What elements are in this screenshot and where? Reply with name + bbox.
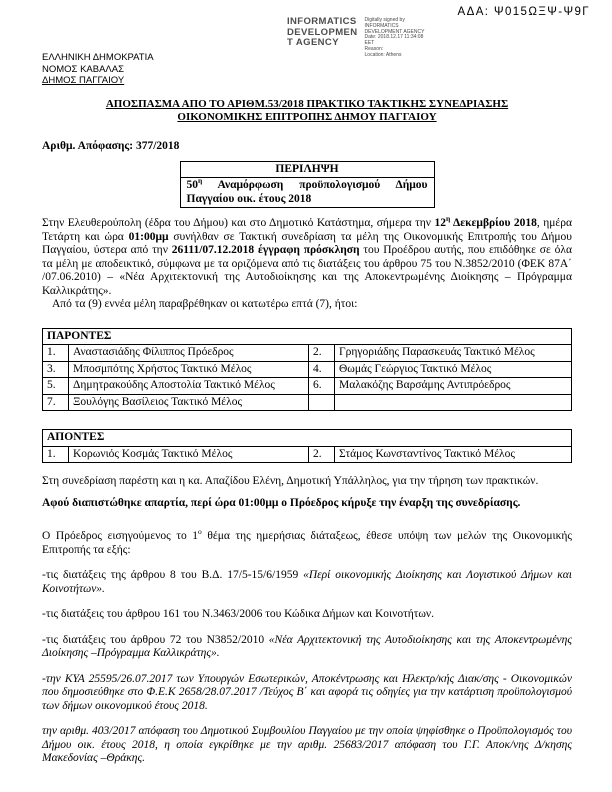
summary-box: [180, 161, 435, 209]
letterhead-municipality: ΔΗΜΟΣ ΠΑΓΓΑΙΟΥ: [42, 75, 125, 86]
law-reference-3: -τις διατάξεις του άρθρου 72 του Ν3852/2010 «Νέα Αρχιτεκτονική της Αυτοδιοίκησης και της Αποκεντρωμένης Διοίκησης –Πρόγραμμα Καλλικράτης».: [42, 633, 572, 659]
signature-detail-line: Digitally signed by: [364, 17, 405, 23]
member-name: Κορωνιός Κοσμάς Τακτικό Μέλος: [69, 446, 309, 463]
kya-reference: -την ΚΥΑ 25595/26.07.2017 των Υπουργών Εσωτερικών, Αποκέντρωσης και Ηλεκτρ/κής Διακ/σης - Οικονομικών που δημοσιεύθηκε στο Φ.Ε.Κ 2658/28.07.2017 /Τεύχος Β΄ και αφορά τις οδηγίες για την κατάρτιση προϋπολογισμού των δήμων οικονομικού έτους 2018.: [42, 672, 572, 712]
member-name: Θωμάς Γεώργιος Τακτικό Μέλος: [335, 361, 572, 378]
ada-code: ΑΔΑ: Ψ015ΩΞΨ-Ψ9Γ: [457, 6, 590, 18]
law-reference-1: -τις διατάξεις της άρθρου 8 του Β.Δ. 17/5-15/6/1959 «Περί οικονομικής Διοίκησης και Λογιστικού Δήμων και Κοινοτήτων».: [42, 569, 572, 595]
signature-agency-line: T AGENCY: [287, 37, 339, 48]
signature-detail-line: INFORMATICS: [364, 22, 399, 29]
document-title-line1: ΑΠΟΣΠΑΣΜΑ ΑΠΟ ΤΟ ΑΡΙΘΜ.53/2018 ΠΡΑΚΤΙΚΟ ΤΑΚΤΙΚΗΣ ΣΥΝΕΔΡΙΑΣΗΣ: [105, 98, 509, 110]
member-number: 7.: [43, 394, 69, 411]
signature-agency-text: [287, 17, 358, 59]
table-row: [43, 394, 572, 411]
secretary-paragraph: Στη συνεδρίαση παρέστη και η κα. Απαζίδου Ελένη, Δημοτική Υπάλληλος, για την τήρηση των πρακτικών.: [42, 475, 539, 487]
member-name: Μποσμπότης Χρήστος Τακτικό Μέλος: [69, 361, 309, 378]
document-title-line2: ΟΙΚΟΝΟΜΙΚΗΣ ΕΠΙΤΡΟΠΗΣ ΔΗΜΟΥ ΠΑΓΓΑΙΟΥ: [177, 111, 437, 123]
present-table: [42, 328, 572, 412]
member-number: 2.: [309, 446, 335, 463]
member-number: 4.: [309, 361, 335, 378]
signature-detail-line: Date: 2018.12.17 11:34:08: [364, 34, 424, 41]
digital-signature-stamp: [287, 17, 424, 59]
summary-text-row: [180, 178, 434, 208]
table-row: [43, 378, 572, 395]
signature-agency-line: INFORMATICS: [287, 16, 357, 27]
member-number: 1.: [43, 345, 69, 362]
absent-title: ΑΠΟΝΤΕΣ: [43, 430, 572, 447]
member-name: Γρηγοριάδης Παρασκευάς Τακτικό Μέλος: [335, 345, 572, 362]
signature-agency-line: DEVELOPMEN: [287, 26, 358, 38]
budget-decision-paragraph: την αριθμ. 403/2017 απόφαση του Δημοτικού Συμβουλίου Παγγαίου με την οποία ψηφίσθηκε ο Προϋπολογισμός του Δήμου οικ. έτους 2018, η οποία εγκρίθηκε με την αριθμ. 25683/2017 απόφαση του Γ.Γ. Αποκ/νης Δ/κησης Μακεδονίας –Θράκης.: [42, 725, 572, 764]
agenda-intro-paragraph: Ο Πρόεδρος εισηγούμενος το $1^o$ θέμα της ημερήσιας διάταξεως, έθεσε υπόψη των μελών της Οικονομικής Επιτροπής τα εξής:: [42, 527, 572, 556]
present-title-row: [43, 328, 572, 345]
summary-text: $50^\eta$ Αναμόρφωση προϋπολογισμού Δήμου Παγγαίου οικ. έτους 2018: [180, 178, 434, 208]
member-number: 2.: [309, 345, 335, 362]
member-number: 1.: [43, 446, 69, 463]
document-body: [42, 98, 572, 766]
member-number: 6.: [309, 378, 335, 395]
absent-title-row: [43, 430, 572, 447]
letterhead-republic: ΕΛΛΗΝΙΚΗ ΔΗΜΟΚΡΑΤΙΑ: [42, 52, 154, 63]
member-name: Δημητρακούδης Αποστολία Τακτικό Μέλος: [69, 378, 309, 395]
summary-heading: ΠΕΡΙΛΗΨΗ: [180, 161, 434, 178]
member-name: [335, 394, 572, 411]
absent-table: [42, 429, 572, 463]
member-name: Στάμος Κωνσταντίνος Τακτικό Μέλος: [335, 446, 572, 463]
document-title: [42, 98, 572, 124]
law-reference-2: -τις διατάξεις του άρθρου 161 του Ν.3463/2006 του Κώδικα Δήμων και Κοινοτήτων.: [42, 608, 434, 620]
letterhead-prefecture: ΝΟΜΟΣ ΚΑΒΑΛΑΣ: [42, 63, 124, 75]
signature-detail-line: Location: Athens: [364, 51, 402, 58]
member-name: Μαλακόζης Βαρσάμης Αντιπρόεδρος: [335, 378, 572, 395]
signature-detail-line: EET: [364, 40, 375, 47]
summary-heading-row: [180, 161, 434, 178]
letterhead: [42, 52, 154, 87]
present-title: ΠΑΡΟΝΤΕΣ: [43, 328, 572, 345]
decision-number: Αριθμ. Απόφασης: 377/2018: [42, 140, 180, 152]
signature-detail-line: DEVELOPMENT AGENCY: [364, 28, 425, 35]
intro-paragraph: Στην Ελευθερούπολη (έδρα του Δήμου) και στο Δημοτικό Κατάστημα, σήμερα την $12^\eta$ Δεκεμβρίου 2018, ημέρα Τετάρτη και ώρα 01:00μμ συνήλθαν σε Τακτική συνεδρίαση τα μέλη της Οικονομικής Επιτροπής του Δήμου Παγγαίου, ύστερα από την 26111/07.12.2018 έγγραφη πρόσκληση του Προέδρου αυτής, που επιδόθηκε σε όλα τα μέλη με αποδεικτικό, σύμφωνα με τα οριζόμενα από τις διατάξεις του άρθρου 75 του Ν.3852/2010 (ΦΕΚ 87Α΄ /07.06.2010) – «Νέα Αρχιτεκτονική της Αυτοδιοίκησης και της Αποκεντρωμένης Διοίκησης – Πρόγραμμα Καλλικράτης».: [42, 214, 573, 297]
table-row: [43, 446, 572, 463]
member-name: Ξουλόγης Βασίλειος Τακτικό Μέλος: [69, 394, 309, 411]
member-number: 3.: [43, 361, 69, 378]
member-number: 5.: [43, 378, 69, 395]
table-row: [43, 345, 572, 362]
quorum-paragraph: Αφού διαπιστώθηκε απαρτία, περί ώρα 01:00μμ ο Πρόεδρος κήρυξε την έναρξη της συνεδρίασης.: [42, 496, 521, 509]
table-row: [43, 361, 572, 378]
attendance-line: Από τα (9) εννέα μέλη παραβρέθηκαν οι κατωτέρω επτά (7), ήτοι:: [52, 298, 358, 310]
member-name: Αναστασιάδης Φίλιππος Πρόεδρος: [69, 345, 309, 362]
signature-details-text: [365, 17, 425, 59]
signature-detail-line: Reason:: [364, 45, 384, 52]
member-number: [309, 394, 335, 411]
